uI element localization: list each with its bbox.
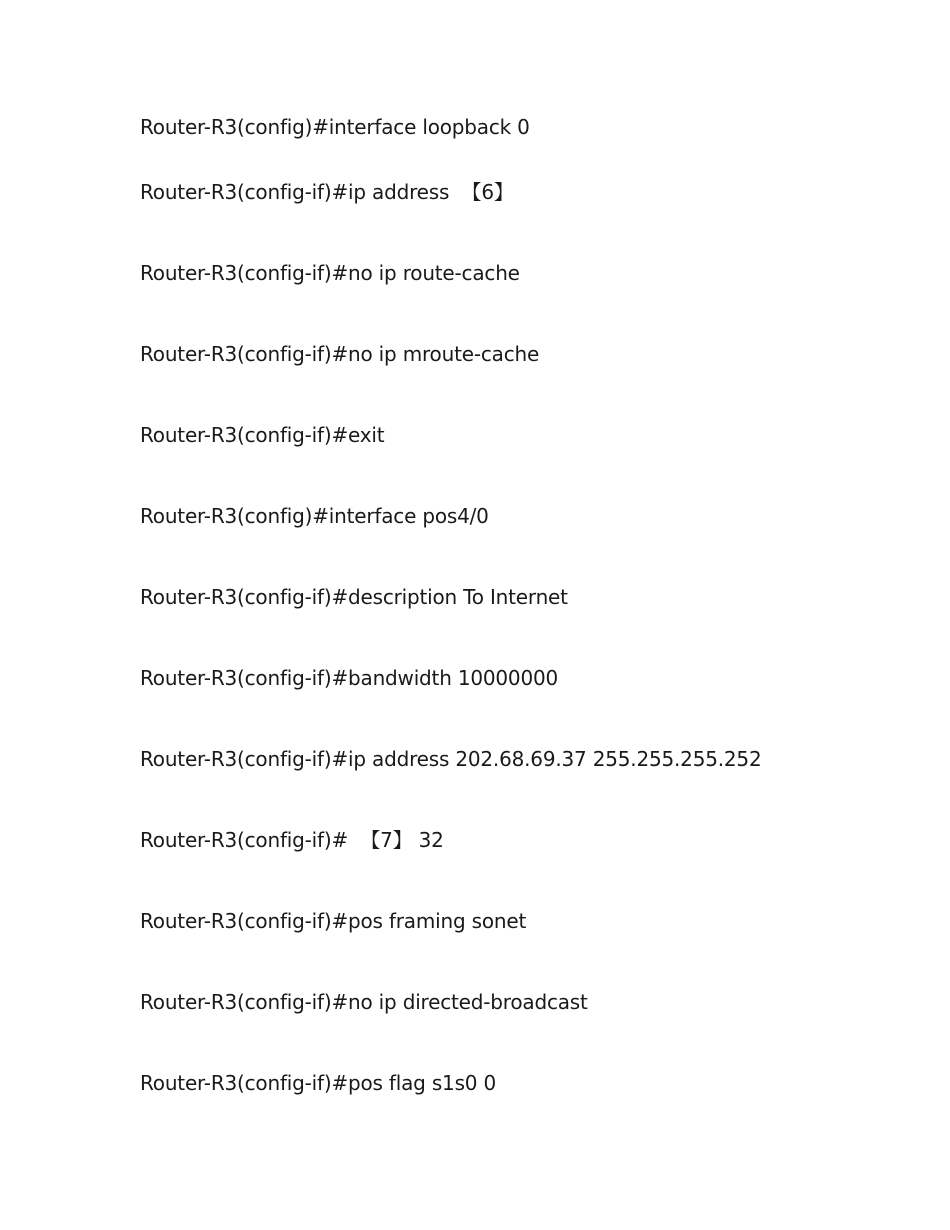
- config-line-interface-loopback: Router-R3(config)#interface loopback 0: [140, 115, 530, 139]
- config-line-description: Router-R3(config-if)#description To Internet: [140, 585, 568, 609]
- config-line-no-ip-mroute-cache: Router-R3(config-if)#no ip mroute-cache: [140, 342, 540, 366]
- config-line-pos-flag: Router-R3(config-if)#pos flag s1s0 0: [140, 1071, 497, 1095]
- config-line-exit: Router-R3(config-if)#exit: [140, 423, 385, 447]
- config-line-bandwidth: Router-R3(config-if)#bandwidth 10000000: [140, 666, 559, 690]
- config-line-pos-framing: Router-R3(config-if)#pos framing sonet: [140, 909, 527, 933]
- config-line-blank-7: Router-R3(config-if)# 【7】 32: [140, 828, 444, 852]
- config-line-ip-address-blank-6: Router-R3(config-if)#ip address 【6】: [140, 180, 514, 204]
- config-line-interface-pos: Router-R3(config)#interface pos4/0: [140, 504, 489, 528]
- config-line-no-directed-broadcast: Router-R3(config-if)#no ip directed-broadcast: [140, 990, 588, 1014]
- config-line-ip-address-pos: Router-R3(config-if)#ip address 202.68.69.37 255.255.255.252: [140, 747, 762, 771]
- config-line-no-ip-route-cache: Router-R3(config-if)#no ip route-cache: [140, 261, 520, 285]
